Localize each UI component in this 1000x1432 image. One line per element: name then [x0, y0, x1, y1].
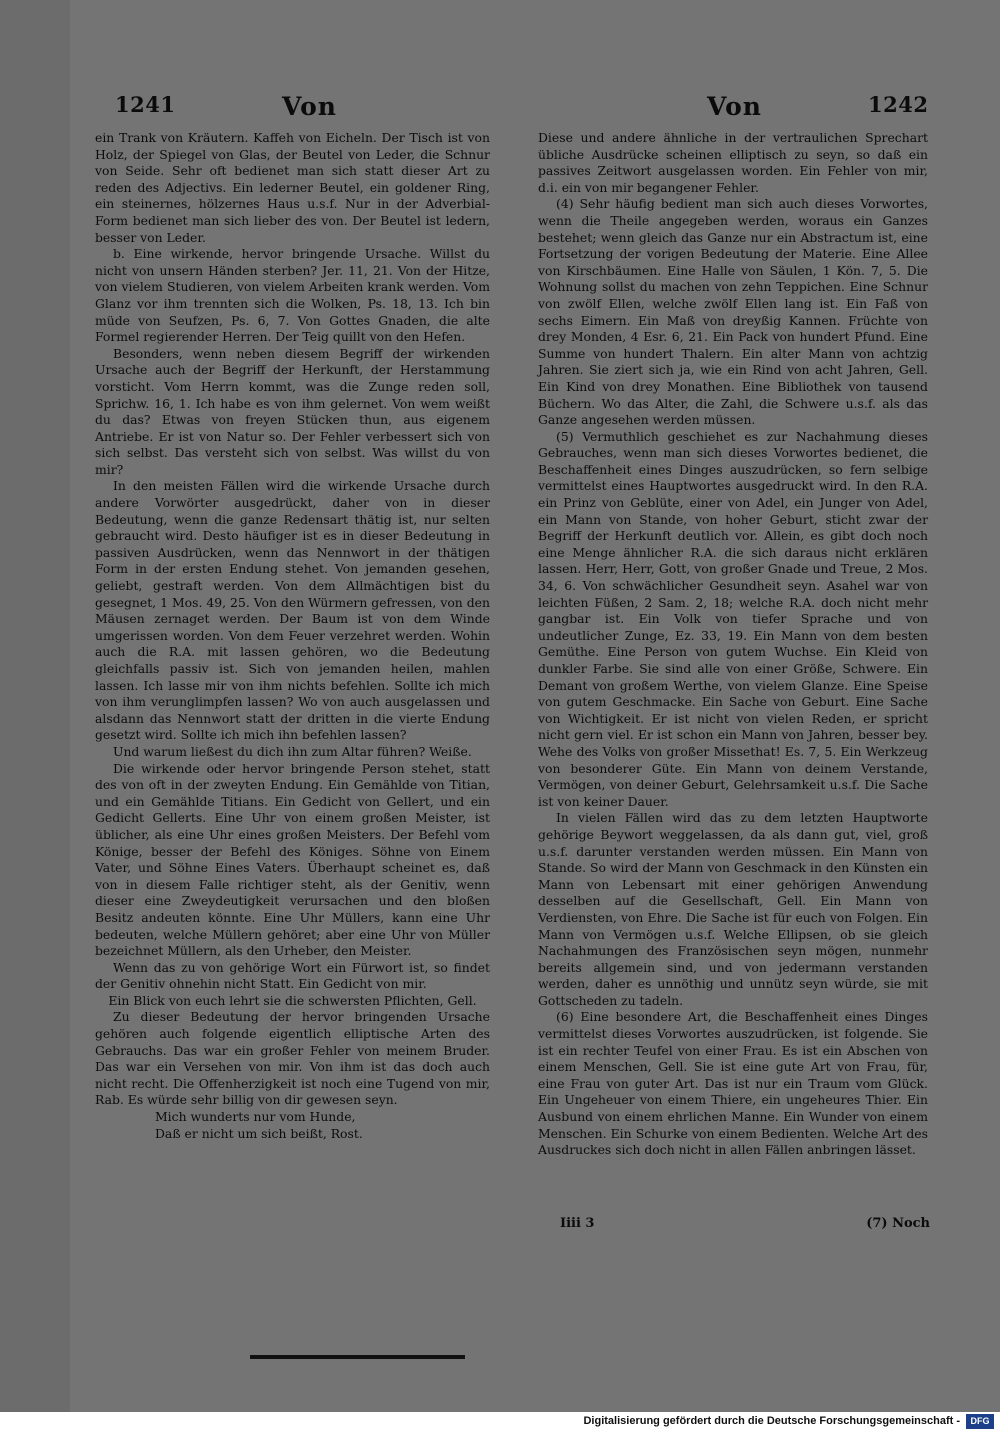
right-running-head: Von [707, 92, 762, 121]
paragraph: ein Trank von Kräutern. Kaffeh von Eicheln. Der Tisch ist von Holz, der Spiegel von Glas, der Beutel von Leder, die Schnur von Seide. Sehr oft bedienet man sich statt dieser Art zu reden des Adjectivs. Ein lederner Beutel, ein goldener Ring, ein steinernes, hölzernes Haus u.s.f. Nur in der Adverbial-Form bedienet man sich lieber des von. Der Beutel ist ledern, besser von Leder. [95, 130, 490, 245]
paragraph: b. Eine wirkende, hervor bringende Ursache. Willst du nicht von unsern Händen sterben? Jer. 11, 21. Von der Hitze, von vielem Studieren, von vielem Arbeiten krank werden. Vom Glanz vor ihm trennten sich die Wolken, Ps. 18, 13. Ich bin müde von Seufzen, Ps. 6, 7. Von Gottes Gnaden, die alte Formel regierender Herren. Der Teig quillt von den Hefen. [95, 246, 490, 345]
paragraph: Daß er nicht um sich beißt, Rost. [155, 1125, 363, 1141]
paragraph: In den meisten Fällen wird die wirkende Ursache durch andere Vorwörter ausgedrückt, daher von in dieser Bedeutung, wenn die ganze Redensart thätig ist, nur selten gebraucht wird. Desto häufiger ist es in dieser Bedeutung in passiven Ausdrücken, wenn das Nennwort in der thätigen Form in der ersten Endung stehet. Von jemanden gesehen, geliebt, gestraft werden. Von dem Allmächtigen bist du gesegnet, 1 Mos. 49, 25. Von den Würmern gefressen, von den Mäusen zernaget werden. Der Baum ist von dem Winde umgerissen worden. Von dem Feuer verzehret werden. Wohin auch die R.A. mit lassen gehören, wo die Bedeutung gleichfalls passiv ist. Sich von jemanden heilen, mahlen lassen. Ich lasse mir von ihm nichts befehlen. Sollte ich mich von ihm verunglimpfen lassen? Wo von auch ausgelassen und alsdann das Nennwort statt der dritten in die vierte Endung gesetzt wird. Sollte ich mich ihn befehlen lassen? [95, 478, 490, 743]
catchword: (7) Noch [866, 1216, 930, 1231]
page-binding-edge [0, 0, 70, 1412]
signature-mark: Iiii 3 [560, 1216, 595, 1231]
paragraph: (5) Vermuthlich geschiehet es zur Nachahmung dieses Gebrauches, wenn man sich dieses Vorwortes bedienet, die Beschaffenheit eines Dinges auszudrücken, so fern selbige vermittelst eines Hauptwortes ausgedruckt wird. In den R.A. ein Prinz von Geblüte, einer von Adel, ein Junger von Adel, ein Mann von Stande, von hoher Geburt, sticht zwar der Begriff der Herkunft deutlich vor. Allein, es gibt doch noch eine Menge ähnlicher R.A. die sich daraus nicht erklären lassen. Herr, Herr, Gott, von großer Gnade und Treue, 2 Mos. 34, 6. Von schwächlicher Gesundheit seyn. Asahel war von leichten Füßen, 2 Sam. 2, 18; welche R.A. doch nicht mehr gangbar ist. Ein Volk von tiefer Sprache und von undeutlicher Zunge, Ez. 33, 19. Ein Mann von dem besten Gemüthe. Eine Person von gutem Wuchse. Ein Kleid von dunkler Farbe. Sie sind alle von einer Größe, Schwere. Ein Demant von großem Werthe, von vielem Glanze. Eine Speise von gutem Geschmacke. Ein Sache von Geburt. Eine Sache von Wichtigkeit. Er ist nicht von vielen Reden, er spricht nicht gern viel. Er ist schon ein Mann von Jahren, besser bey. Wehe des Volks von großer Missethat! Es. 7, 5. Ein Werkzeug von besonderer Güte. Ein Mann von deinem Verstande, Vermögen, von deiner Geburt, Gelehrsamkeit u.s.f. Die Sache ist von keiner Dauer. [538, 428, 928, 809]
paragraph: (6) Eine besondere Art, die Beschaffenheit eines Dinges vermittelst dieses Vorwortes auszudrücken, ist folgende. Sie ist ein rechter Teufel von einer Frau. Es ist ein Abschen von einem Menschen, Gell. Sie ist eine gute Art von Frau, für, eine Frau von guter Art. Das ist nur ein Traum vom Glück. Ein Ungeheuer von einem Thiere, ein ungeheures Thier. Ein Ausbund von einem ehrlichen Manne. Ein Wunder von einem Menschen. Ein Schurke von einem Bedienten. Welche Art des Ausdruckes sich doch nicht in allen Fällen anbringen lässet. [538, 1009, 928, 1158]
left-running-head: Von [282, 92, 337, 121]
paragraph: Und warum ließest du dich ihn zum Altar führen? Weiße. [113, 743, 472, 759]
dfg-credit-text: Digitalisierung gefördert durch die Deutsche Forschungsgemeinschaft - [583, 1415, 960, 1427]
paragraph: Diese und andere ähnliche in der vertraulichen Sprechart übliche Ausdrücke scheinen elliptisch zu seyn, so daß ein passives Zeitwort ausgelassen worden. Ein Fehler von mir, d.i. ein von mir begangener Fehler. [538, 130, 928, 195]
left-text-column [95, 130, 490, 1142]
right-text-column [538, 130, 928, 1159]
paragraph: Mich wunderts nur vom Hunde, [155, 1109, 356, 1125]
paragraph: Zu dieser Bedeutung der hervor bringenden Ursache gehören auch folgende eigentlich elliptische Arten des Gebrauchs. Das war ein großer Fehler von meinem Bruder. Das war ein Versehen von mir. Von ihm ist das doch auch nicht recht. Die Offenherzigkeit ist noch eine Tugend von mir, Rab. Es würde sehr billig von dir gewesen seyn. [95, 1009, 490, 1108]
left-page-number: 1241 [115, 92, 176, 117]
dfg-logo: DFG [966, 1414, 994, 1429]
paragraph: In vielen Fällen wird das zu dem letzten Hauptworte gehörige Beywort weggelassen, da als dann gut, viel, groß u.s.f. darunter verstanden werden müssen. Ein Mann von Stande. So wird der Mann von Geschmack in den Künsten ein Mann von Lebensart mit einer gehörigen Anwendung desselben auf die Gesellschaft, Gell. Ein Mann von Verdiensten, von Ehre. Die Sache ist für euch von Folgen. Ein Mann von Vermögen u.s.f. Welche Ellipsen, ob sie gleich Nachahmungen des Französischen seyn mögen, nunmehr bereits allgemein sind, und von jedermann verstanden werden, daher es unnöthig und unnütz seyn würde, sie mit Gottscheden zu tadeln. [538, 810, 928, 1008]
paragraph: (4) Sehr häufig bedient man sich auch dieses Vorwortes, wenn die Theile angegeben werden, woraus ein Ganzes bestehet; wenn gleich das Ganze nur ein Abstractum ist, eine Fortsetzung der vorigen Bedeutung der Materie. Eine Allee von Kirschbäumen. Eine Halle von Säulen, 1 Kön. 7, 5. Die Wohnung sollst du machen von zehn Teppichen. Eine Schnur von zwölf Ellen, welche zwölf Ellen lang ist. Ein Faß von sechs Eimern. Ein Maß von dreyßig Kannen. Früchte von drey Monden, 4 Esr. 6, 21. Ein Pack von hundert Pfund. Eine Summe von hundert Thalern. Ein alter Mann von achtzig Jahren. Sie ziert sich ja, wie ein Rind von acht Jahren, Gell. Ein Kind von drey Monathen. Eine Bibliothek von tausend Büchern. Wo das Alter, die Zahl, die Schwere u.s.f. als das Ganze angesehen werden müssen. [538, 196, 928, 428]
right-page-number: 1242 [868, 92, 929, 117]
paragraph: Ein Blick von euch lehrt sie die schwersten Pflichten, Gell. [108, 992, 477, 1008]
paragraph: Wenn das zu von gehörige Wort ein Fürwort ist, so findet der Genitiv ohnehin nicht Statt. Ein Gedicht von mir. [95, 959, 490, 992]
paragraph: Besonders, wenn neben diesem Begriff der wirkenden Ursache auch der Begriff der Herkunft, der Herstammung vorsticht. Vom Herrn kommt, was die Zunge reden soll, Sprichw. 16, 1. Ich habe es von ihm gelernet. Von wem weißt du das? Etwas von freyen Stücken thun, aus eigenem Antriebe. Er ist von Natur so. Der Fehler verbessert sich von sich selbst. Das versteht sich von selbst. Was willst du von mir? [95, 345, 490, 477]
paragraph: Die wirkende oder hervor bringende Person stehet, statt des von oft in der zweyten Endung. Ein Gemählde von Titian, und ein Gemählde Titians. Ein Gedicht von Gellert, und ein Gedicht Gellerts. Eine Uhr von einem großen Meister, ist üblicher, als eine Uhr eines großen Meisters. Der Befehl vom Könige, besser der Befehl des Königes. Söhne von Einem Vater, und Söhne Eines Vaters. Überhaupt scheinet es, daß von in diesem Falle richtiger steht, als der Genitiv, wenn dieser eine Zweydeutigkeit verursachen und den bloßen Besitz andeuten könnte. Eine Uhr Müllers, kann eine Uhr bedeuten, welche Müllern gehöret; aber eine Uhr von Müller bezeichnet Müllern, als den Urheber, den Meister. [95, 760, 490, 959]
scan-rule-mark [250, 1355, 465, 1359]
